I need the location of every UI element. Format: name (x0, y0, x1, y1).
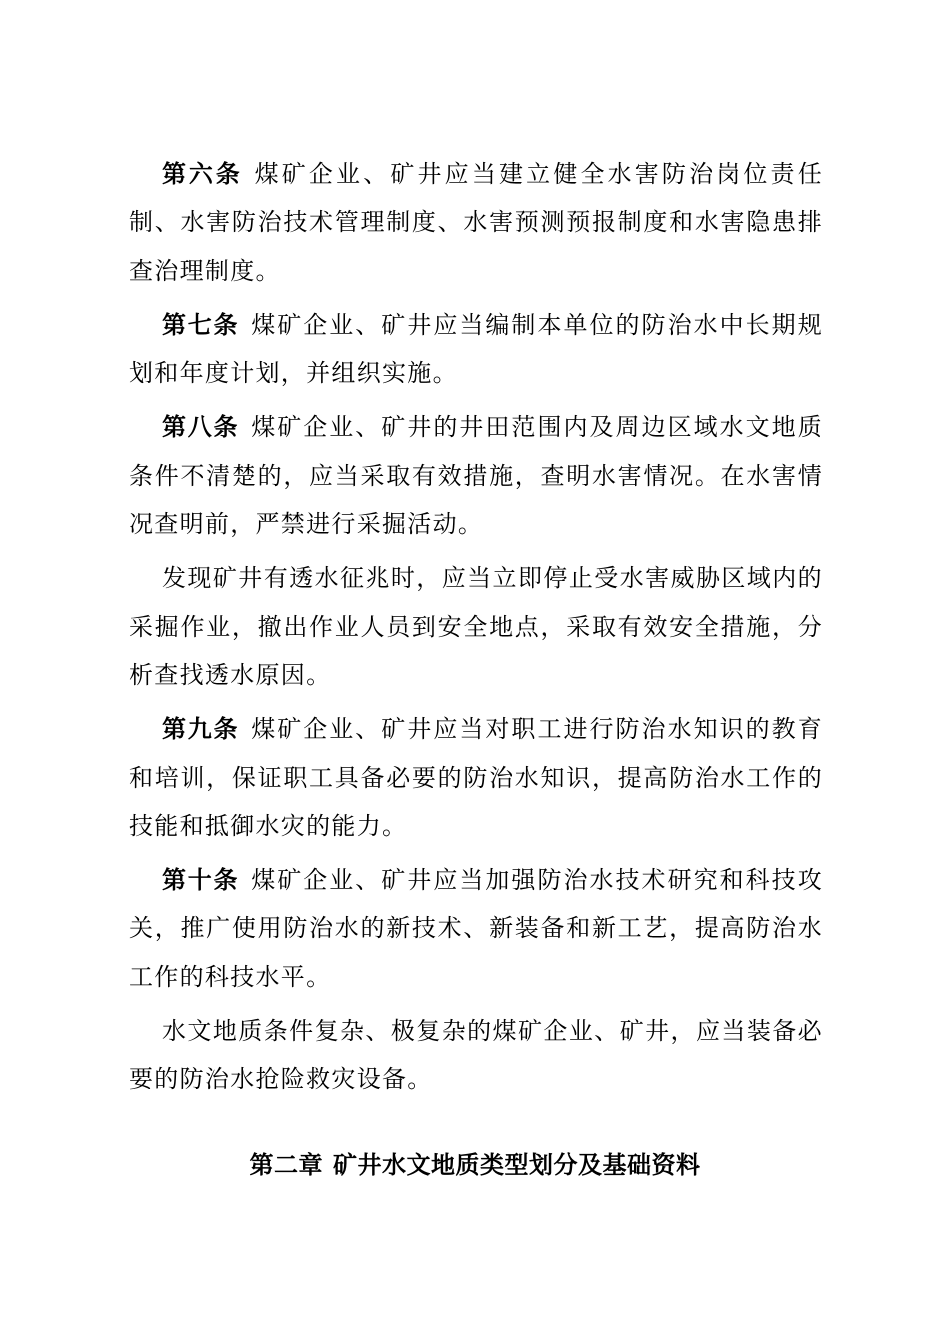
article-number: 第九条 (162, 715, 240, 744)
article-paragraph (129, 301, 823, 398)
article-paragraph (129, 705, 823, 850)
article-text: 煤矿企业、矿井应当编制本单位的防治水中长期规划和年度计划，并组织实施。 (129, 310, 824, 388)
article-text: 煤矿企业、矿井应当加强防治水技术研究和科技攻关，推广使用防治水的新技术、新装备和新工艺，提高防治水工作的科技水平。 (129, 866, 824, 991)
article-text: 煤矿企业、矿井应当对职工进行防治水知识的教育和培训，保证职工具备必要的防治水知识，提高防治水工作的技能和抵御水灾的能力。 (129, 715, 824, 840)
article-number: 第六条 (162, 160, 243, 188)
paragraph (129, 554, 823, 699)
article-paragraph (129, 856, 823, 1001)
paragraph-text: 发现矿井有透水征兆时，应当立即停止受水害威胁区域内的采掘作业，撤出作业人员到安全地点，采取有效安全措施，分析查找透水原因。 (129, 564, 823, 689)
article-paragraph (129, 403, 823, 548)
article-number: 第八条 (162, 413, 240, 442)
article-paragraph (129, 150, 823, 295)
chapter-number: 第二章 (249, 1151, 323, 1179)
article-text: 煤矿企业、矿井应当建立健全水害防治岗位责任制、水害防治技术管理制度、水害预测预报制度和水害隐患排查治理制度。 (129, 160, 823, 285)
chapter-title-text: 矿井水文地质类型划分及基础资料 (333, 1151, 701, 1179)
article-number: 第七条 (162, 310, 240, 339)
article-number: 第十条 (162, 866, 240, 895)
paragraph (129, 1007, 823, 1104)
document-body (129, 150, 823, 1104)
article-text: 煤矿企业、矿井的井田范围内及周边区域水文地质条件不清楚的，应当采取有效措施，查明水害情况。在水害情况查明前，严禁进行采掘活动。 (129, 413, 824, 539)
chapter-heading (0, 1145, 950, 1185)
paragraph-text: 水文地质条件复杂、极复杂的煤矿企业、矿井，应当装备必要的防治水抢险救灾设备。 (129, 1017, 823, 1094)
